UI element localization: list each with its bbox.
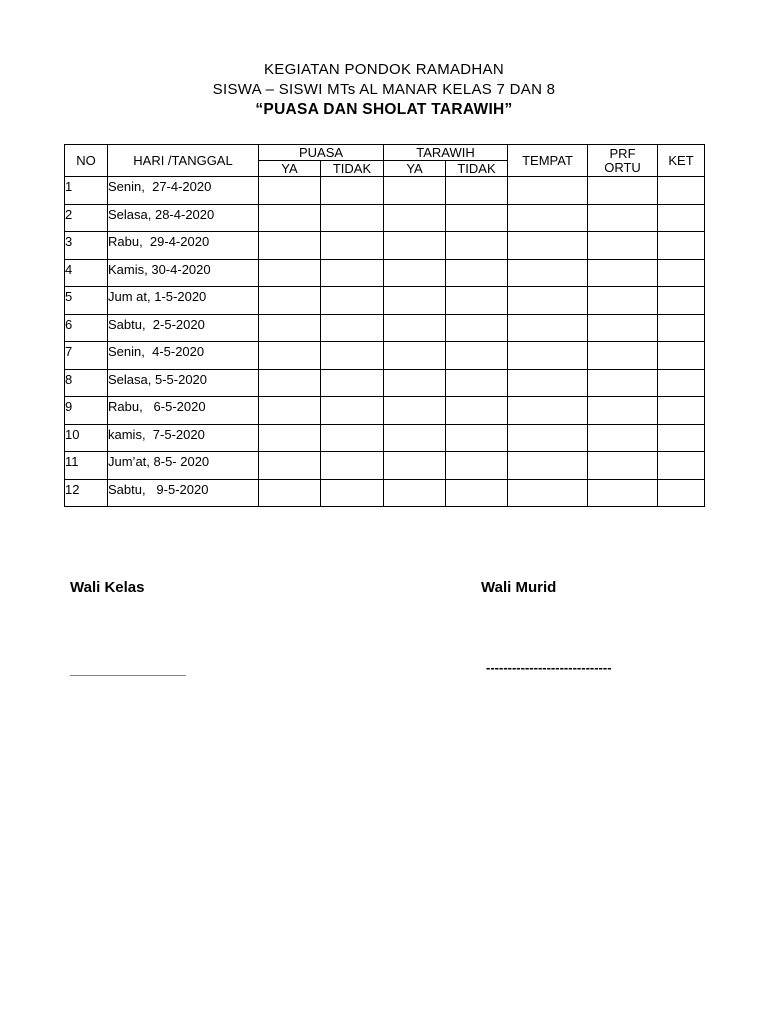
row-day-date: Rabu, 6-5-2020 <box>108 397 259 425</box>
tarawih-ya-cell <box>384 287 446 315</box>
table-row <box>65 369 705 397</box>
tarawih-tidak-cell <box>446 397 508 425</box>
row-day-date: kamis, 7-5-2020 <box>108 424 259 452</box>
puasa-tidak-cell <box>321 287 384 315</box>
tempat-cell <box>508 204 588 232</box>
row-number: 8 <box>65 369 108 397</box>
tarawih-ya-cell <box>384 424 446 452</box>
tempat-cell <box>508 177 588 205</box>
puasa-tidak-cell <box>321 314 384 342</box>
row-number: 2 <box>65 204 108 232</box>
table-row <box>65 314 705 342</box>
table-row <box>65 287 705 315</box>
row-day-date: Sabtu, 2-5-2020 <box>108 314 259 342</box>
row-number: 7 <box>65 342 108 370</box>
table-row <box>65 259 705 287</box>
tarawih-ya-cell <box>384 177 446 205</box>
puasa-ya-cell <box>259 369 321 397</box>
header-tarawih: TARAWIH <box>384 145 508 161</box>
tarawih-tidak-cell <box>446 259 508 287</box>
ket-cell <box>658 479 705 507</box>
tarawih-tidak-cell <box>446 342 508 370</box>
header-ortu: ORTU <box>604 159 641 175</box>
header-puasa-tidak: TIDAK <box>321 161 384 177</box>
puasa-ya-cell <box>259 342 321 370</box>
tarawih-tidak-cell <box>446 232 508 260</box>
tarawih-tidak-cell <box>446 424 508 452</box>
ket-cell <box>658 397 705 425</box>
table-row <box>65 232 705 260</box>
puasa-ya-cell <box>259 232 321 260</box>
row-number: 10 <box>65 424 108 452</box>
tarawih-ya-cell <box>384 314 446 342</box>
tempat-cell <box>508 314 588 342</box>
row-number: 6 <box>65 314 108 342</box>
puasa-ya-cell <box>259 424 321 452</box>
row-day-date: Kamis, 30-4-2020 <box>108 259 259 287</box>
wali-kelas-signature-line: ________________ <box>70 662 186 677</box>
title-line-3: “PUASA DAN SHOLAT TARAWIH” <box>255 101 513 118</box>
puasa-tidak-cell <box>321 452 384 480</box>
row-day-date: Jum’at, 8-5- 2020 <box>108 452 259 480</box>
tempat-cell <box>508 232 588 260</box>
prf-ortu-cell <box>588 314 658 342</box>
row-number: 1 <box>65 177 108 205</box>
row-day-date: Sabtu, 9-5-2020 <box>108 479 259 507</box>
ket-cell <box>658 287 705 315</box>
table-row <box>65 204 705 232</box>
activity-table <box>64 144 705 507</box>
prf-ortu-cell <box>588 479 658 507</box>
tempat-cell <box>508 369 588 397</box>
row-number: 4 <box>65 259 108 287</box>
tarawih-ya-cell <box>384 204 446 232</box>
tarawih-tidak-cell <box>446 452 508 480</box>
table-row <box>65 342 705 370</box>
wali-murid-signature-line: ----------------------------- <box>486 660 612 675</box>
tempat-cell <box>508 342 588 370</box>
ket-cell <box>658 369 705 397</box>
prf-ortu-cell <box>588 232 658 260</box>
table-row <box>65 452 705 480</box>
prf-ortu-cell <box>588 177 658 205</box>
row-number: 12 <box>65 479 108 507</box>
tempat-cell <box>508 397 588 425</box>
tempat-cell <box>508 287 588 315</box>
row-day-date: Senin, 27-4-2020 <box>108 177 259 205</box>
title-line-2: SISWA – SISWI MTs AL MANAR KELAS 7 DAN 8 <box>212 81 556 98</box>
header-prf: PRF <box>609 145 636 161</box>
puasa-tidak-cell <box>321 259 384 287</box>
tarawih-ya-cell <box>384 452 446 480</box>
row-day-date: Jum at, 1-5-2020 <box>108 287 259 315</box>
table-row <box>65 424 705 452</box>
title-line-1: KEGIATAN PONDOK RAMADHAN <box>263 61 504 78</box>
prf-ortu-cell <box>588 204 658 232</box>
ket-cell <box>658 177 705 205</box>
prf-ortu-cell <box>588 259 658 287</box>
row-day-date: Selasa, 28-4-2020 <box>108 204 259 232</box>
header-puasa-ya: YA <box>259 161 321 177</box>
tarawih-tidak-cell <box>446 177 508 205</box>
header-day-date: HARI /TANGGAL <box>108 145 259 177</box>
header-puasa: PUASA <box>259 145 384 161</box>
prf-ortu-cell <box>588 397 658 425</box>
tempat-cell <box>508 259 588 287</box>
ket-cell <box>658 232 705 260</box>
header-ket: KET <box>658 145 705 177</box>
ket-cell <box>658 259 705 287</box>
tempat-cell <box>508 479 588 507</box>
tarawih-ya-cell <box>384 369 446 397</box>
ket-cell <box>658 204 705 232</box>
puasa-tidak-cell <box>321 397 384 425</box>
prf-ortu-cell <box>588 424 658 452</box>
row-number: 9 <box>65 397 108 425</box>
puasa-ya-cell <box>259 397 321 425</box>
tarawih-ya-cell <box>384 342 446 370</box>
tarawih-tidak-cell <box>446 479 508 507</box>
tarawih-ya-cell <box>384 259 446 287</box>
table-row <box>65 479 705 507</box>
row-number: 5 <box>65 287 108 315</box>
ket-cell <box>658 424 705 452</box>
table-row <box>65 397 705 425</box>
puasa-tidak-cell <box>321 424 384 452</box>
document-header <box>0 60 768 120</box>
header-tarawih-ya: YA <box>384 161 446 177</box>
tarawih-tidak-cell <box>446 369 508 397</box>
header-tarawih-tidak: TIDAK <box>446 161 508 177</box>
ket-cell <box>658 314 705 342</box>
tarawih-tidak-cell <box>446 204 508 232</box>
ket-cell <box>658 452 705 480</box>
puasa-tidak-cell <box>321 342 384 370</box>
header-no: NO <box>65 145 108 177</box>
tarawih-ya-cell <box>384 479 446 507</box>
table-body <box>65 177 705 507</box>
ket-cell <box>658 342 705 370</box>
row-number: 3 <box>65 232 108 260</box>
row-number: 11 <box>65 452 108 480</box>
row-day-date: Rabu, 29-4-2020 <box>108 232 259 260</box>
prf-ortu-cell <box>588 369 658 397</box>
puasa-ya-cell <box>259 314 321 342</box>
prf-ortu-cell <box>588 287 658 315</box>
header-tempat: TEMPAT <box>508 145 588 177</box>
tarawih-ya-cell <box>384 397 446 425</box>
puasa-ya-cell <box>259 204 321 232</box>
puasa-ya-cell <box>259 259 321 287</box>
puasa-ya-cell <box>259 479 321 507</box>
header-prf-ortu <box>588 145 658 177</box>
puasa-ya-cell <box>259 177 321 205</box>
prf-ortu-cell <box>588 452 658 480</box>
tempat-cell <box>508 452 588 480</box>
tarawih-tidak-cell <box>446 314 508 342</box>
tarawih-tidak-cell <box>446 287 508 315</box>
puasa-ya-cell <box>259 452 321 480</box>
wali-kelas-label: Wali Kelas <box>70 579 145 596</box>
puasa-ya-cell <box>259 287 321 315</box>
puasa-tidak-cell <box>321 232 384 260</box>
table-row <box>65 177 705 205</box>
puasa-tidak-cell <box>321 369 384 397</box>
puasa-tidak-cell <box>321 204 384 232</box>
puasa-tidak-cell <box>321 479 384 507</box>
wali-murid-label: Wali Murid <box>481 579 557 596</box>
puasa-tidak-cell <box>321 177 384 205</box>
prf-ortu-cell <box>588 342 658 370</box>
tempat-cell <box>508 424 588 452</box>
tarawih-ya-cell <box>384 232 446 260</box>
row-day-date: Senin, 4-5-2020 <box>108 342 259 370</box>
row-day-date: Selasa, 5-5-2020 <box>108 369 259 397</box>
